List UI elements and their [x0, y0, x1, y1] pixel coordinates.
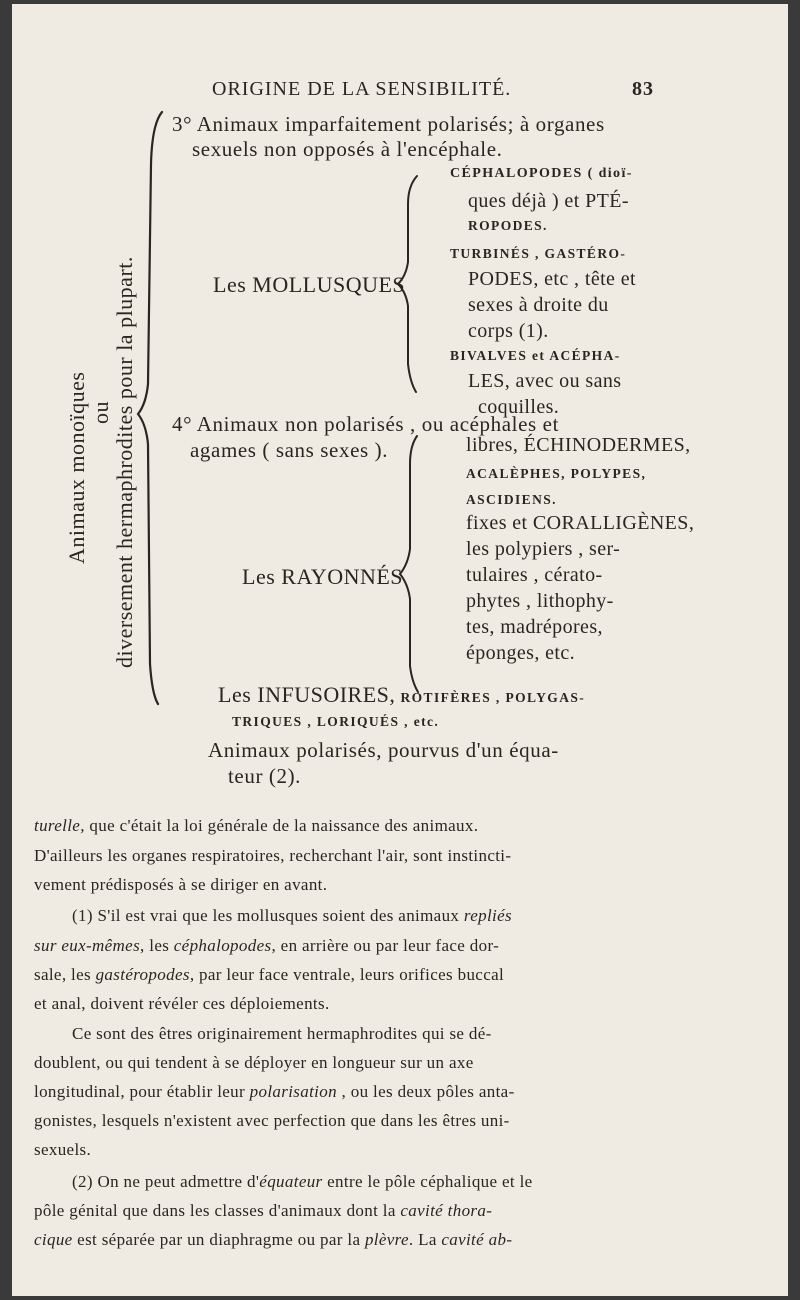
body-line: vement prédisposés à se diriger en avant.	[34, 875, 328, 894]
equateur-line1: Animaux polarisés, pourvus d'un équa-	[208, 738, 559, 762]
note2-line: pôle génital que dans les classes d'animaux dont la cavité thora-	[34, 1201, 493, 1220]
rayonnes-item: ACALÈPHES, POLYPES,	[466, 466, 647, 481]
note1-line: (1) S'il est vrai que les mollusques soient des animaux repliés	[72, 906, 512, 925]
note1-line: sur eux-mêmes, les céphalopodes, en arrière ou par leur face dor-	[34, 936, 500, 955]
note1b-line: Ce sont des êtres originairement hermaphrodites qui se dé-	[72, 1024, 492, 1043]
section3-line1: 3° Animaux imparfaitement polarisés; à organes	[172, 112, 605, 136]
mollusques-item: CÉPHALOPODES ( dioï-	[450, 166, 633, 181]
side-label-inner: diversement hermaphrodites pour la plupart.	[112, 256, 137, 668]
book-page	[12, 4, 788, 1296]
section3-line2: sexuels non opposés à l'encéphale.	[192, 137, 503, 161]
section4-line1: 4° Animaux non polarisés , ou acéphales et	[172, 412, 560, 436]
mollusques-item: ROPODES.	[468, 218, 548, 233]
mollusques-item: TURBINÉS , GASTÉRO-	[450, 246, 627, 261]
rayonnes-item: éponges, etc.	[466, 642, 576, 664]
infusoires-label: Les INFUSOIRES,	[218, 682, 396, 707]
infusoires-rest: ROTIFÈRES , POLYGAS-	[400, 690, 586, 705]
equateur-line2: teur (2).	[228, 764, 302, 788]
note1b-line: sexuels.	[34, 1140, 92, 1159]
mollusques-label: Les MOLLUSQUES	[213, 272, 406, 297]
note1b-line: doublent, ou qui tendent à se déployer en longueur sur un axe	[34, 1053, 474, 1072]
rayonnes-item: tes, madrépores,	[466, 616, 603, 638]
note2-line: cique est séparée par un diaphragme ou par la plèvre. La cavité ab-	[34, 1230, 513, 1249]
rayonnes-item: ASCIDIENS.	[466, 492, 557, 507]
mollusques-item: corps (1).	[468, 320, 549, 342]
body-line: turelle, que c'était la loi générale de la naissance des animaux.	[34, 816, 479, 835]
mollusques-item: PODES, etc , tête et	[468, 268, 636, 290]
body-line: D'ailleurs les organes respiratoires, recherchant l'air, sont instincti-	[34, 846, 512, 865]
note1b-line: longitudinal, pour établir leur polarisation , ou les deux pôles anta-	[34, 1082, 515, 1101]
running-head: ORIGINE DE LA SENSIBILITÉ.	[212, 78, 512, 100]
note1b-line: gonistes, lesquels n'existent avec perfection que dans les êtres uni-	[34, 1111, 510, 1130]
mollusques-item: BIVALVES et ACÉPHA-	[450, 348, 621, 363]
note1-line: et anal, doivent révéler ces déploiements.	[34, 994, 330, 1013]
note2-line: (2) On ne peut admettre d'équateur entre le pôle céphalique et le	[72, 1172, 533, 1191]
side-label-middle: ou	[88, 401, 113, 424]
rayonnes-label: Les RAYONNÉS	[242, 564, 404, 589]
mollusques-item: ques déjà ) et PTÉ-	[468, 190, 629, 212]
rayonnes-item: libres, ÉCHINODERMES,	[466, 434, 691, 456]
side-label-outer: Animaux monoïques	[64, 371, 89, 564]
infusoires-line2: TRIQUES , LORIQUÉS , etc.	[232, 714, 440, 729]
note1-line: sale, les gastéropodes, par leur face ventrale, leurs orifices buccal	[34, 965, 505, 984]
rayonnes-item: les polypiers , ser-	[466, 538, 621, 560]
rayonnes-item: fixes et CORALLIGÈNES,	[466, 512, 695, 534]
mollusques-item: sexes à droite du	[468, 294, 609, 316]
mollusques-item: LES, avec ou sans	[468, 370, 622, 392]
rayonnes-item: tulaires , cérato-	[466, 564, 603, 586]
mollusques-item: coquilles.	[478, 396, 560, 418]
page-number: 83	[632, 78, 654, 100]
infusoires-line1	[218, 682, 585, 708]
rayonnes-item: phytes , lithophy-	[466, 590, 614, 612]
section4-line2: agames ( sans sexes ).	[190, 438, 389, 462]
